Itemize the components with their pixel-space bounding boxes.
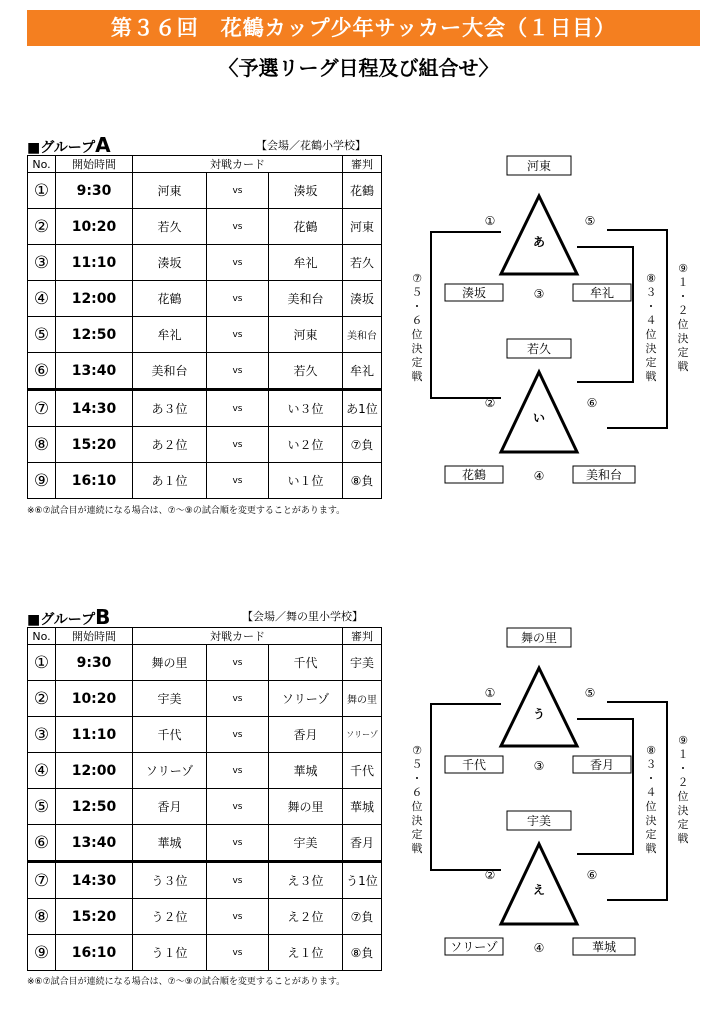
home-team: ソリーゾ [133,753,207,789]
vs-label: vs [207,645,269,681]
bracket-label-char: 決 [645,814,657,827]
bracket-line-5-6 [431,232,501,398]
bracket-label-char: ４ [645,786,657,799]
match-no: ① [28,173,56,209]
group-a-label-prefix: ■グループ [27,140,96,156]
match-time: 13:40 [56,353,133,390]
referee: あ1位 [343,390,382,427]
bracket-label-char: ・ [677,762,689,775]
referee: 牟礼 [343,353,382,390]
header-no: No. [28,628,56,645]
table-header-row [28,156,382,173]
bracket-label-char: ６ [411,786,423,799]
bracket-label-char: 位 [677,790,689,803]
away-team: 香月 [269,717,343,753]
away-team: ソリーゾ [269,681,343,717]
away-team: 牟礼 [269,245,343,281]
away-team: 花鶴 [269,209,343,245]
bracket-line-3-4 [577,247,633,382]
bracket-triangle-1-label: あ [532,235,546,249]
group-b-label-letter: B [95,605,111,629]
referee: ⑦負 [343,427,382,463]
bracket-label-char: 決 [677,332,689,345]
match-time: 10:20 [56,681,133,717]
match-no: ⑨ [28,463,56,499]
match-time: 12:50 [56,789,133,825]
match-time: 15:20 [56,427,133,463]
away-team: 舞の里 [269,789,343,825]
away-team: い２位 [269,427,343,463]
bracket-label-char: ・ [677,290,689,303]
referee: ⑧負 [343,935,382,971]
bracket-label-char: ⑨ [678,262,688,275]
referee: ⑦負 [343,899,382,935]
match-no: ⑦ [28,862,56,899]
bracket-label-char: ３ [645,286,657,299]
group-a-venue: 【会場／花鶴小学校】 [256,139,366,152]
vs-label: vs [207,281,269,317]
bracket-label-char: 位 [645,328,657,341]
match-no: ⑥ [28,353,56,390]
home-team: 舞の里 [133,645,207,681]
bracket-right-team-2: 華城 [591,940,617,954]
match-time: 14:30 [56,862,133,899]
vs-label: vs [207,463,269,499]
match-time: 12:50 [56,317,133,353]
bracket-label-char: 戦 [677,360,689,373]
bracket-label-char: ５ [411,758,423,771]
away-team: 若久 [269,353,343,390]
bracket-match-no: ⑤ [584,214,596,228]
home-team: う３位 [133,862,207,899]
match-no: ② [28,681,56,717]
match-time: 13:40 [56,825,133,862]
match-no: ⑤ [28,789,56,825]
group-a-label [27,133,111,157]
bracket-left-team-1: 千代 [461,758,487,772]
header-match-card: 対戦カード [133,156,343,173]
bracket-label-char: 定 [645,356,657,369]
away-team: え１位 [269,935,343,971]
away-team: 宇美 [269,825,343,862]
match-time: 10:20 [56,209,133,245]
bracket-mid-team: 宇美 [526,814,552,828]
group-b-label [27,605,110,629]
table-row [28,645,382,681]
bracket-label-char: 位 [677,318,689,331]
table-row [28,353,382,390]
group-b-label-prefix: ■グループ [27,612,96,628]
home-team: う２位 [133,899,207,935]
vs-label: vs [207,427,269,463]
vs-label: vs [207,789,269,825]
bracket-match-no: ② [484,396,496,410]
bracket-label-char: 定 [411,828,423,841]
vs-label: vs [207,353,269,390]
bracket-match-no: ① [484,214,496,228]
bracket-mid-team: 若久 [526,342,552,356]
referee: 舞の里 [343,681,382,717]
match-no: ③ [28,717,56,753]
table-row [28,463,382,499]
table-row [28,209,382,245]
bracket-label-char: 定 [645,828,657,841]
vs-label: vs [207,753,269,789]
away-team: い１位 [269,463,343,499]
match-time: 9:30 [56,645,133,681]
table-row [28,281,382,317]
bracket-label-char: 戦 [677,832,689,845]
match-time: 14:30 [56,390,133,427]
table-row [28,681,382,717]
bracket-label-char: ５ [411,286,423,299]
home-team: う１位 [133,935,207,971]
home-team: 若久 [133,209,207,245]
bracket-label-char: ⑦ [412,272,422,285]
match-no: ⑥ [28,825,56,862]
referee: 若久 [343,245,382,281]
table-row [28,245,382,281]
bracket-label-char: 位 [411,328,423,341]
referee: う1位 [343,862,382,899]
home-team: 千代 [133,717,207,753]
bracket-top-team: 河東 [526,159,552,173]
group-a-note: ※⑥⑦試合目が連続になる場合は、⑦～⑨の試合順を変更することがあります。 [27,506,346,516]
match-no: ⑨ [28,935,56,971]
match-time: 9:30 [56,173,133,209]
header-match-card: 対戦カード [133,628,343,645]
vs-label: vs [207,825,269,862]
table-row [28,825,382,862]
table-row [28,862,382,899]
group-a-bracket [395,150,705,495]
vs-label: vs [207,317,269,353]
group-b-note: ※⑥⑦試合目が連続になる場合は、⑦～⑨の試合順を変更することがあります。 [27,977,346,987]
match-time: 11:10 [56,717,133,753]
bracket-label-char: ３ [645,758,657,771]
referee: 湊坂 [343,281,382,317]
bracket-label-char: 戦 [645,842,657,855]
bracket-label-char: 定 [411,356,423,369]
bracket-label-char: ２ [677,776,689,789]
table-row [28,390,382,427]
bracket-left-team-2: ソリーゾ [450,940,498,954]
home-team: 花鶴 [133,281,207,317]
match-no: ② [28,209,56,245]
table-header-row [28,628,382,645]
bracket-label-char: ⑦ [412,744,422,757]
bracket-left-team-1: 湊坂 [461,286,487,300]
bracket-match-no: ⑥ [586,868,598,882]
bracket-label-char: ⑧ [646,744,656,757]
bracket-label-char: 定 [677,346,689,359]
home-team: 華城 [133,825,207,862]
match-no: ⑤ [28,317,56,353]
home-team: あ２位 [133,427,207,463]
home-team: 美和台 [133,353,207,390]
group-a-schedule-table [27,155,382,499]
home-team: 湊坂 [133,245,207,281]
table-row [28,899,382,935]
vs-label: vs [207,390,269,427]
bracket-label-char: ・ [411,300,423,313]
home-team: 香月 [133,789,207,825]
bracket-left-team-2: 花鶴 [461,468,487,482]
vs-label: vs [207,245,269,281]
bracket-label-char: 決 [645,342,657,355]
match-no: ⑦ [28,390,56,427]
table-row [28,753,382,789]
home-team: あ１位 [133,463,207,499]
away-team: 河東 [269,317,343,353]
vs-label: vs [207,717,269,753]
bracket-label-char: 決 [411,342,423,355]
referee: 河東 [343,209,382,245]
referee: 千代 [343,753,382,789]
vs-label: vs [207,209,269,245]
bracket-label-char: 戦 [645,370,657,383]
bracket-label-char: ・ [645,772,657,785]
bracket-label-char: 決 [677,804,689,817]
match-no: ⑧ [28,427,56,463]
match-no: ⑧ [28,899,56,935]
bracket-label-char: １ [677,276,689,289]
bracket-triangle-1-label: う [532,707,546,721]
bracket-label-char: 位 [645,800,657,813]
table-row [28,789,382,825]
bracket-label-char: ⑨ [678,734,688,747]
bracket-line-3-4 [577,719,633,854]
group-a-label-letter: A [95,133,111,157]
vs-label: vs [207,935,269,971]
bracket-match-no: ⑤ [584,686,596,700]
match-time: 12:00 [56,753,133,789]
match-time: 11:10 [56,245,133,281]
bracket-label-char: ６ [411,314,423,327]
referee: 華城 [343,789,382,825]
home-team: あ３位 [133,390,207,427]
referee: 宇美 [343,645,382,681]
away-team: い３位 [269,390,343,427]
bracket-label-char: 戦 [411,842,423,855]
match-no: ④ [28,753,56,789]
vs-label: vs [207,681,269,717]
vs-label: vs [207,173,269,209]
away-team: え３位 [269,862,343,899]
away-team: 湊坂 [269,173,343,209]
match-no: ① [28,645,56,681]
referee: ソリーゾ [343,717,382,753]
bracket-right-team-1: 香月 [589,758,615,772]
referee: ⑧負 [343,463,382,499]
away-team: 華城 [269,753,343,789]
bracket-label-char: 定 [677,818,689,831]
bracket-label-char: ４ [645,314,657,327]
bracket-label-char: 決 [411,814,423,827]
bracket-label-char: ２ [677,304,689,317]
referee: 美和台 [343,317,382,353]
vs-label: vs [207,862,269,899]
header-referee: 審判 [343,628,382,645]
bracket-label-char: １ [677,748,689,761]
away-team: え２位 [269,899,343,935]
bracket-right-team-1: 牟礼 [589,286,615,300]
bracket-match-no: ③ [533,287,545,301]
bracket-label-char: ・ [645,300,657,313]
referee: 香月 [343,825,382,862]
bracket-match-no: ② [484,868,496,882]
table-row [28,717,382,753]
bracket-match-no: ① [484,686,496,700]
bracket-triangle-2-label: え [532,883,546,897]
page-title-banner: 第３６回 花鶴カップ少年サッカー大会（１日目） [27,10,700,46]
table-row [28,427,382,463]
bracket-line-1-2 [607,702,667,900]
bracket-match-no: ④ [533,469,545,483]
home-team: 牟礼 [133,317,207,353]
table-row [28,935,382,971]
away-team: 千代 [269,645,343,681]
match-time: 16:10 [56,935,133,971]
bracket-label-char: ・ [411,772,423,785]
match-no: ③ [28,245,56,281]
bracket-top-team: 舞の里 [520,631,558,645]
home-team: 宇美 [133,681,207,717]
match-no: ④ [28,281,56,317]
page-subtitle: 〈予選リーグ日程及び組合せ〉 [218,56,499,80]
bracket-right-team-2: 美和台 [585,468,623,482]
header-no: No. [28,156,56,173]
bracket-label-char: 戦 [411,370,423,383]
bracket-line-5-6 [431,704,501,870]
home-team: 河東 [133,173,207,209]
header-start-time: 開始時間 [56,628,133,645]
header-referee: 審判 [343,156,382,173]
header-start-time: 開始時間 [56,156,133,173]
bracket-match-no: ③ [533,759,545,773]
group-b-schedule-table [27,627,382,971]
bracket-match-no: ④ [533,941,545,955]
vs-label: vs [207,899,269,935]
bracket-match-no: ⑥ [586,396,598,410]
bracket-line-1-2 [607,230,667,428]
match-time: 15:20 [56,899,133,935]
table-row [28,173,382,209]
referee: 花鶴 [343,173,382,209]
bracket-triangle-2-label: い [532,411,546,425]
match-time: 16:10 [56,463,133,499]
bracket-label-char: ⑧ [646,272,656,285]
bracket-label-char: 位 [411,800,423,813]
group-b-venue: 【会場／舞の里小学校】 [242,610,363,623]
group-b-bracket [395,622,705,967]
away-team: 美和台 [269,281,343,317]
table-row [28,317,382,353]
match-time: 12:00 [56,281,133,317]
